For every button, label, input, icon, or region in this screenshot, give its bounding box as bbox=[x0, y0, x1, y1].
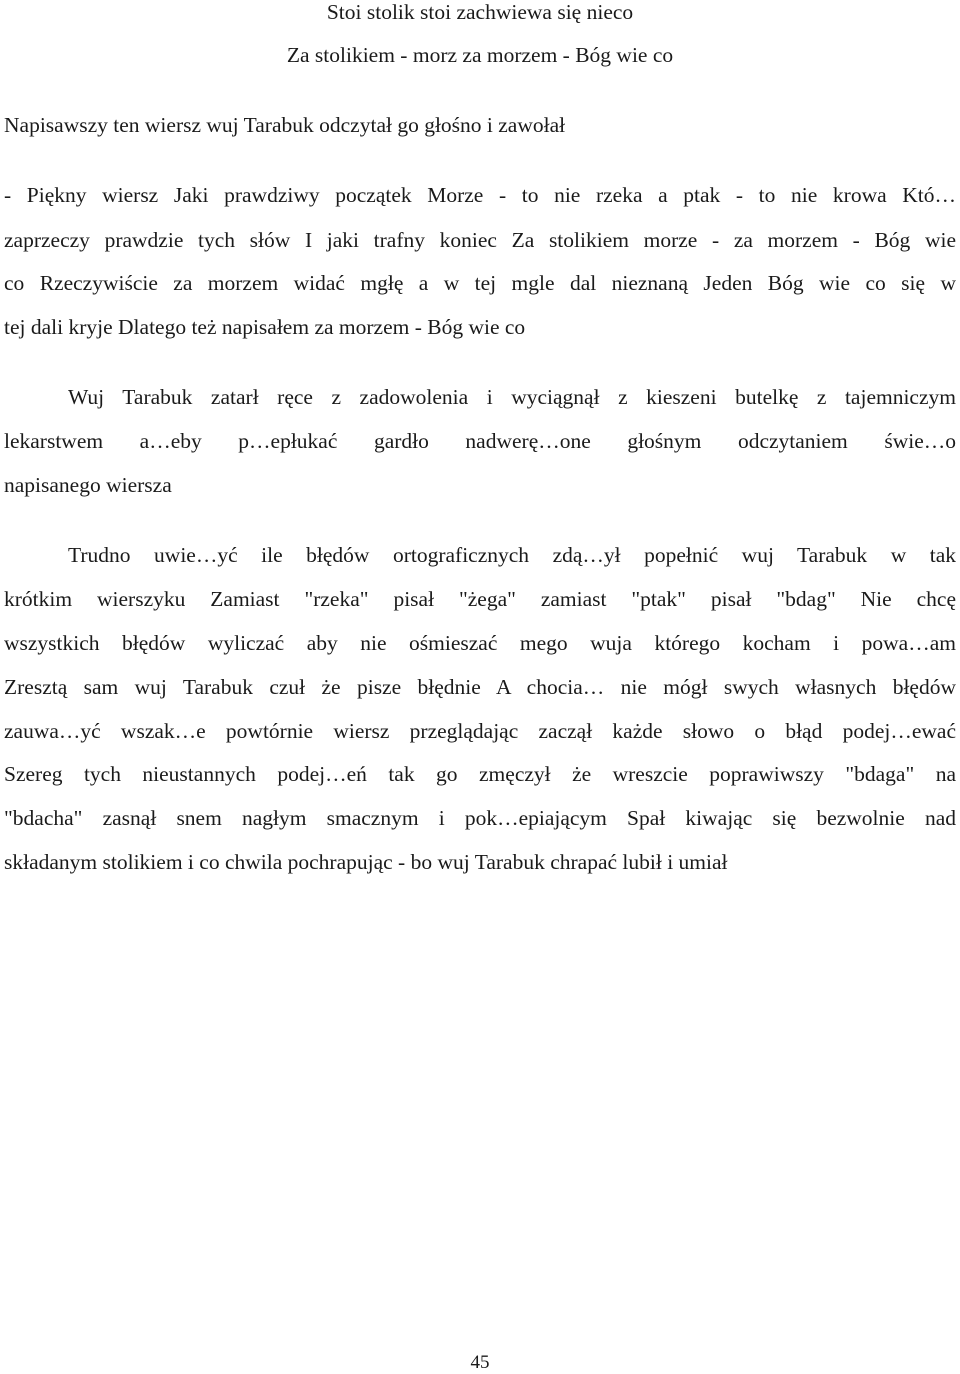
page-number: 45 bbox=[470, 1352, 490, 1373]
paragraph-4-line-3: wszystkich błędów wyliczać aby nie ośmieszać mego wuja którego kocham i powa…am bbox=[4, 631, 956, 655]
paragraph-4-line-7: "bdacha" zasnął snem nagłym smacznym i pok…epiającym Spał kiwając się bezwolnie nad bbox=[4, 806, 956, 830]
poem-line-2: Za stolikiem - morz za morzem - Bóg wie co bbox=[286, 43, 674, 67]
paragraph-2-line-2: zaprzeczy prawdzie tych słów I jaki trafny koniec Za stolikiem morze - za morzem - Bóg wie bbox=[4, 228, 956, 252]
paragraph-4-line-2: krótkim wierszyku Zamiast "rzeka" pisał "żega" zamiast "ptak" pisał "bdag" Nie chcę bbox=[4, 587, 956, 611]
paragraph-3-line-1: Wuj Tarabuk zatarł ręce z zadowolenia i wyciągnął z kieszeni butelkę z tajemniczym bbox=[68, 385, 956, 409]
paragraph-4-line-1: Trudno uwie…yć ile błędów ortograficznych zdą…ył popełnić wuj Tarabuk w tak bbox=[68, 543, 956, 567]
paragraph-1-line-1: Napisawszy ten wiersz wuj Tarabuk odczytał go głośno i zawołał bbox=[4, 113, 566, 137]
paragraph-4-line-6: Szereg tych nieustannych podej…eń tak go zmęczył że wreszcie poprawiwszy "bdaga" na bbox=[4, 762, 956, 786]
paragraph-3-line-2: lekarstwem a…eby p…epłukać gardło nadwerę…one głośnym odczytaniem świe…o bbox=[4, 429, 956, 453]
poem-line-1: Stoi stolik stoi zachwiewa się nieco bbox=[326, 0, 634, 24]
paragraph-2-line-1: - Piękny wiersz Jaki prawdziwy początek Morze - to nie rzeka a ptak - to nie krowa Któ… bbox=[4, 183, 956, 207]
paragraph-2-line-4: tej dali kryje Dlatego też napisałem za morzem - Bóg wie co bbox=[4, 315, 526, 339]
paragraph-2-line-3: co Rzeczywiście za morzem widać mgłę a w tej mgle dal nieznaną Jeden Bóg wie co się w bbox=[4, 271, 956, 295]
paragraph-3-line-3: napisanego wiersza bbox=[4, 473, 172, 497]
paragraph-4-line-8: składanym stolikiem i co chwila pochrapując - bo wuj Tarabuk chrapać lubił i umiał bbox=[4, 850, 728, 874]
paragraph-4-line-5: zauwa…yć wszak…e powtórnie wiersz przeglądając zaczął każde słowo o błąd podej…ewać bbox=[4, 719, 956, 743]
paragraph-4-line-4: Zresztą sam wuj Tarabuk czuł że pisze błędnie A chocia… nie mógł swych własnych błędów bbox=[4, 675, 956, 699]
